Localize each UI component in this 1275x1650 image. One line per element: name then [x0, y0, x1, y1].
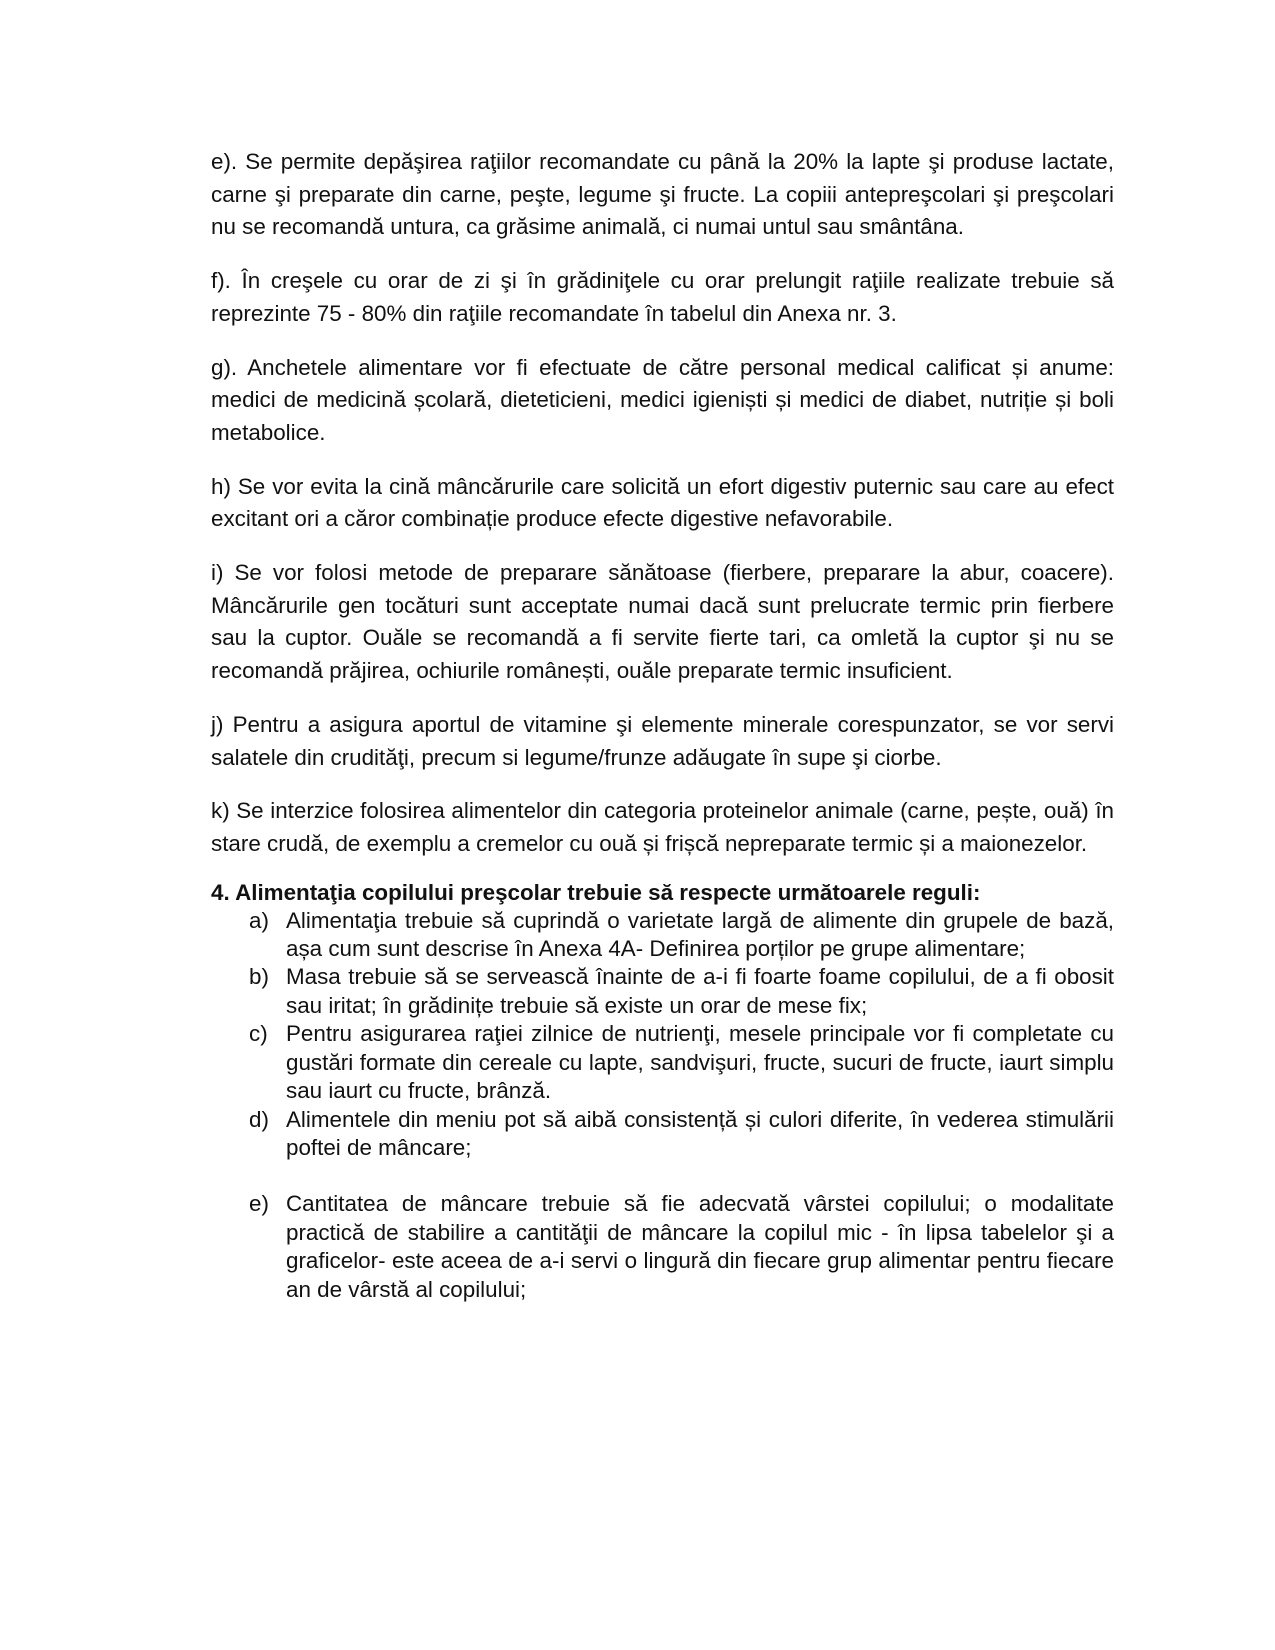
rule-text: Pentru asigurarea raţiei zilnice de nutrienţi, mesele principale vor fi completate cu gustări formate din cereale cu lapte, sandvişuri, fructe, sucuri de fructe, iaurt simplu sau iaurt cu fructe, brânză. [286, 1021, 1114, 1104]
rule-text: Alimentele din meniu pot să aibă consistență și culori diferite, în vederea stimulării poftei de mâncare; [286, 1106, 1114, 1160]
rule-item-a [211, 907, 1114, 964]
rule-text: Cantitatea de mâncare trebuie să fie adecvată vârstei copilului; o modalitate practică de stabilire a cantităţii de mâncare la copilul mic - în lipsa tabelelor şi a graficelor- este aceea de a-i servi o lingură din fiecare grup alimentar pentru fiecare an de vârstă al copilului; [286, 1191, 1114, 1302]
paragraph-i: i) Se vor folosi metode de preparare sănătoase (fierbere, preparare la abur, coacere). Mâncărurile gen tocături sunt acceptate numai dacă sunt prelucrate termic prin fierbere sau la cuptor. Ouăle se recomandă a fi servite fierte tari, ca omletă la cuptor şi nu se recomandă prăjirea, ochiurile românești, ouăle preparate termic insuficient. [211, 560, 1114, 684]
rule-item-d [211, 1106, 1114, 1163]
rule-item-b [211, 963, 1114, 1020]
paragraph-j: j) Pentru a asigura aportul de vitamine şi elemente minerale corespunzator, se vor servi salatele din crudităţi, precum si legume/frunze adăugate în supe şi ciorbe. [211, 711, 1114, 770]
rule-marker: b) [249, 964, 269, 990]
paragraph-k: k) Se interzice folosirea alimentelor din categoria proteinelor animale (carne, pește, ouă) în stare crudă, de exemplu a cremelor cu ouă și frișcă nepreparate termic și a maionezelor. [211, 798, 1114, 856]
rule-marker: c) [249, 1021, 268, 1047]
rule-marker: e) [249, 1191, 269, 1217]
rule-marker: a) [249, 907, 269, 933]
paragraph-f: f). În creşele cu orar de zi şi în grădiniţele cu orar prelungit raţiile realizate trebuie să reprezinte 75 - 80% din raţiile recomandate în tabelul din Anexa nr. 3. [211, 268, 1114, 326]
section-heading: 4. Alimentaţia copilului preşcolar trebuie să respecte următoarele reguli: [211, 879, 981, 905]
paragraph-e: e). Se permite depăşirea raţiilor recomandate cu până la 20% la lapte şi produse lactate, carne şi preparate din carne, peşte, legume şi fructe. La copiii antepreşcolari şi preşcolari nu se recomandă untura, ca grăsime animală, ci numai untul sau smântâna. [211, 149, 1114, 240]
rule-item-e [211, 1190, 1114, 1304]
rule-item-c [211, 1020, 1114, 1105]
rule-text: Alimentaţia trebuie să cuprindă o varietate largă de alimente din grupele de bază, așa cum sunt descrise în Anexa 4A- Definirea porților pe grupe alimentare; [286, 907, 1114, 962]
rule-marker: d) [249, 1106, 269, 1132]
rule-text: Masa trebuie să se servească înainte de a-i fi foarte foame copilului, de a fi obosit sau iritat; în grădinițe trebuie să existe un orar de mese fix; [286, 964, 1114, 1018]
paragraph-h: h) Se vor evita la cină mâncărurile care solicită un efort digestiv puternic sau care au efect excitant ori a căror combinație produce efecte digestive nefavorabile. [211, 473, 1114, 532]
rules-list [211, 907, 1114, 1304]
document-page [211, 146, 1114, 1304]
paragraph-g: g). Anchetele alimentare vor fi efectuate de către personal medical calificat și anume: medici de medicină școlară, dieteticieni, medici igieniști și medici de diabet, nutriție și boli metabolice. [211, 354, 1114, 445]
